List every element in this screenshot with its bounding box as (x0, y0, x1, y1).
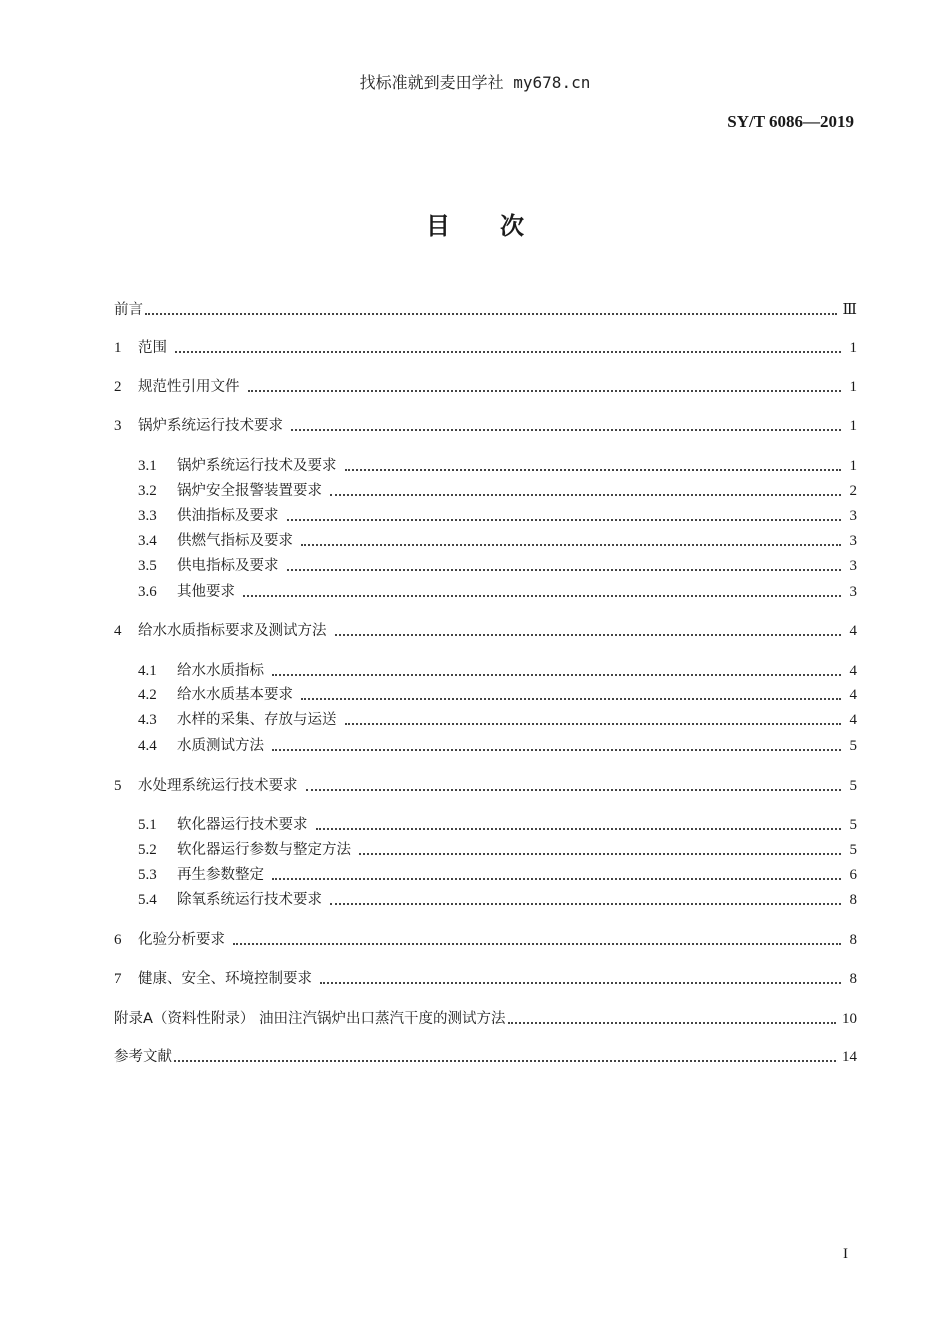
toc-entry-page: 3 (849, 584, 857, 600)
dot-leader (174, 1060, 836, 1062)
toc-entry-label: 供油指标及要求 (177, 508, 279, 524)
toc-entry[interactable] (138, 735, 857, 757)
toc-entry-page: 4 (849, 663, 857, 679)
dot-leader (345, 723, 842, 725)
toc-entry-page: 6 (849, 867, 857, 883)
toc-entry-number: 4.4 (138, 738, 157, 754)
toc-entry-page: 3 (849, 533, 857, 549)
toc-entry-page: 14 (842, 1049, 857, 1065)
toc-entry-label: 给水水质基本要求 (177, 687, 293, 703)
toc-entry[interactable] (138, 555, 857, 577)
dot-leader (301, 698, 841, 700)
toc-entry-number: 3.3 (138, 508, 157, 524)
toc-entry-label: 软化器运行技术要求 (177, 817, 308, 833)
toc-entry[interactable] (114, 1046, 857, 1068)
toc-entry-page: Ⅲ (842, 302, 857, 318)
toc-entry-page: 3 (849, 508, 857, 524)
toc-entry-label: 给水水质指标 (177, 663, 264, 679)
toc-entry-number: 3 (114, 418, 122, 434)
dot-leader (335, 634, 842, 636)
toc-entry-number: 3.4 (138, 533, 157, 549)
toc-entry-number: 4.1 (138, 663, 157, 679)
toc-entry[interactable] (114, 415, 857, 437)
dot-leader (287, 569, 842, 571)
toc-entry-number: 4 (114, 623, 122, 639)
toc-entry[interactable] (114, 775, 857, 797)
toc-entry-page: 10 (842, 1011, 857, 1027)
toc-entry-page: 5 (849, 817, 857, 833)
toc-entry[interactable] (138, 455, 857, 477)
toc-entry-page: 5 (849, 738, 857, 754)
toc-entry-label: 附录A（资料性附录） 油田注汽锅炉出口蒸汽干度的测试方法 (114, 1011, 506, 1027)
toc-entry[interactable] (114, 1008, 857, 1030)
toc-entry-label: 供燃气指标及要求 (177, 533, 293, 549)
toc-entry-number: 2 (114, 379, 122, 395)
toc-entry[interactable] (138, 581, 857, 603)
toc-entry-label: 给水水质指标要求及测试方法 (138, 623, 327, 639)
dot-leader (301, 544, 841, 546)
dot-leader (272, 749, 841, 751)
toc-entry-number: 5 (114, 778, 122, 794)
toc-entry[interactable] (138, 839, 857, 861)
toc-entry-label: 规范性引用文件 (138, 379, 240, 395)
dot-leader (330, 494, 841, 496)
toc-entry-number: 6 (114, 932, 122, 948)
toc-entry-number: 3.2 (138, 483, 157, 499)
toc-entry-page: 4 (849, 687, 857, 703)
toc-entry-label: 水质测试方法 (177, 738, 264, 754)
toc-entry[interactable] (138, 889, 857, 911)
toc-entry[interactable] (138, 709, 857, 731)
toc-entry-label: 范围 (138, 340, 167, 356)
dot-leader (272, 878, 841, 880)
page-number: I (843, 1246, 848, 1262)
toc-entry-label: 水样的采集、存放与运送 (177, 712, 337, 728)
toc-entry[interactable] (114, 620, 857, 642)
toc-entry-page: 5 (849, 778, 857, 794)
dot-leader (291, 429, 841, 431)
toc-entry-label: 除氧系统运行技术要求 (177, 892, 322, 908)
toc-entry[interactable] (114, 337, 857, 359)
toc-entry-label: 软化器运行参数与整定方法 (177, 842, 351, 858)
toc-entry-page: 4 (849, 712, 857, 728)
toc-entry-page: 8 (849, 971, 857, 987)
toc-entry-number: 3.6 (138, 584, 157, 600)
toc-entry-number: 7 (114, 971, 122, 987)
toc-entry[interactable] (114, 929, 857, 951)
toc-entry-label: 水处理系统运行技术要求 (138, 778, 298, 794)
dot-leader (316, 828, 842, 830)
toc-entry-label: 锅炉安全报警装置要求 (177, 483, 322, 499)
toc-entry-number: 4.2 (138, 687, 157, 703)
dot-leader (248, 390, 842, 392)
toc-entry-number: 5.1 (138, 817, 157, 833)
toc-entry-page: 3 (849, 558, 857, 574)
toc-entry[interactable] (138, 684, 857, 706)
dot-leader (508, 1022, 836, 1024)
toc-entry-label: 锅炉系统运行技术及要求 (177, 458, 337, 474)
toc-entry-page: 4 (849, 623, 857, 639)
toc-entry-label: 锅炉系统运行技术要求 (138, 418, 283, 434)
toc-entry-number: 3.5 (138, 558, 157, 574)
toc-entry-page: 1 (849, 458, 857, 474)
toc-entry-label: 化验分析要求 (138, 932, 225, 948)
dot-leader (145, 313, 837, 315)
toc-entry-page: 8 (849, 932, 857, 948)
document-number: SY/T 6086—2019 (727, 112, 854, 131)
toc-entry[interactable] (138, 530, 857, 552)
toc-entry-label: 健康、安全、环境控制要求 (138, 971, 312, 987)
toc-entry-label: 其他要求 (177, 584, 235, 600)
toc-entry-page: 1 (849, 418, 857, 434)
toc-entry[interactable] (138, 505, 857, 527)
dot-leader (243, 595, 841, 597)
toc-entry-label: 再生参数整定 (177, 867, 264, 883)
toc-entry[interactable] (138, 864, 857, 886)
toc-entry-label: 供电指标及要求 (177, 558, 279, 574)
dot-leader (272, 674, 841, 676)
toc-entry-label: 参考文献 (114, 1049, 172, 1065)
toc-entry-page: 5 (849, 842, 857, 858)
toc-entry[interactable] (138, 480, 857, 502)
toc-entry-number: 4.3 (138, 712, 157, 728)
toc-entry-number: 3.1 (138, 458, 157, 474)
toc-entry[interactable] (114, 299, 857, 321)
watermark-text: 找标准就到麦田学社 my678.cn (359, 73, 591, 92)
dot-leader (233, 943, 841, 945)
dot-leader (330, 903, 841, 905)
toc-entry[interactable] (138, 814, 857, 836)
toc-entry-page: 2 (849, 483, 857, 499)
toc-entry-page: 8 (849, 892, 857, 908)
dot-leader (287, 519, 842, 521)
toc-entry-label: 前言 (114, 302, 143, 318)
dot-leader (345, 469, 842, 471)
dot-leader (359, 853, 841, 855)
toc-entry-page: 1 (849, 340, 857, 356)
toc-entry-page: 1 (849, 379, 857, 395)
dot-leader (320, 982, 841, 984)
toc-entry-number: 5.2 (138, 842, 157, 858)
page-title: 目次 (426, 212, 574, 240)
toc-entry-number: 1 (114, 340, 122, 356)
toc-entry[interactable] (114, 376, 857, 398)
dot-leader (175, 351, 841, 353)
dot-leader (306, 789, 842, 791)
toc-entry-number: 5.4 (138, 892, 157, 908)
toc-entry[interactable] (138, 660, 857, 682)
toc-entry[interactable] (114, 968, 857, 990)
toc-entry-number: 5.3 (138, 867, 157, 883)
